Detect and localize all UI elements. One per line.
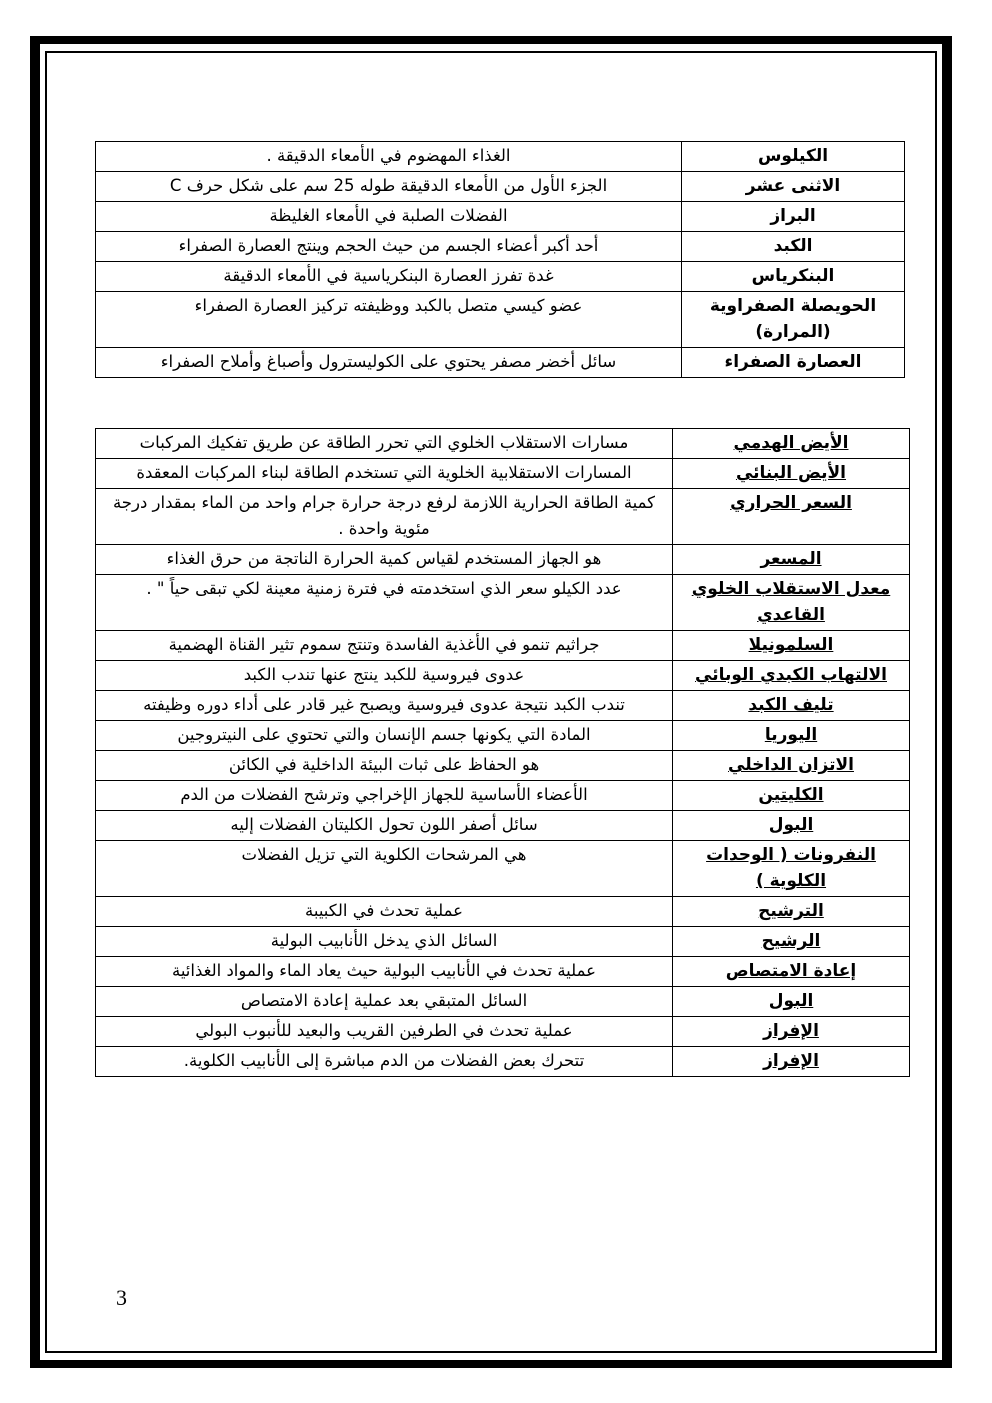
definition-cell: عدوى فيروسية للكبد ينتج عنها تندب الكبد	[96, 661, 673, 691]
term-label: إعادة الامتصاص	[725, 961, 857, 981]
glossary-row	[96, 429, 910, 459]
definition-cell: عملية تحدث في الطرفين القريب والبعيد للأنبوب البولي	[96, 1017, 673, 1047]
definition-cell: المسارات الاستقلابية الخلوية التي تستخدم الطاقة لبناء المركبات المعقدة	[96, 459, 673, 489]
term-label: الالتهاب الكبدي الوبائي	[695, 665, 887, 685]
glossary-row	[96, 751, 910, 781]
term-label: الترشيح	[758, 901, 824, 921]
glossary-row	[96, 292, 905, 348]
definition-cell: عملية تحدث في الكبيبة	[96, 897, 673, 927]
term-cell	[673, 691, 910, 721]
term-cell	[682, 172, 905, 202]
glossary-row	[96, 927, 910, 957]
glossary-row	[96, 781, 910, 811]
term-cell	[682, 262, 905, 292]
glossary-row	[96, 262, 905, 292]
glossary-row	[96, 691, 910, 721]
term-cell	[682, 292, 905, 348]
glossary-row	[96, 459, 910, 489]
definition-cell: المادة التي يكونها جسم الإنسان والتي تحتوي على النيتروجين	[96, 721, 673, 751]
definition-cell: جراثيم تنمو في الأغذية الفاسدة وتنتج سموم تثير القناة الهضمية	[96, 631, 673, 661]
definition-cell: عدد الكيلو سعر الذي استخدمته في فترة زمنية معينة لكي تبقى حياً " .	[96, 575, 673, 631]
term-cell	[682, 348, 905, 378]
term-cell	[673, 1017, 910, 1047]
glossary-row	[96, 202, 905, 232]
definition-cell: هو الجهاز المستخدم لقياس كمية الحرارة الناتجة من حرق الغذاء	[96, 545, 673, 575]
term-cell	[682, 202, 905, 232]
glossary-row	[96, 897, 910, 927]
definition-cell: غدة تفرز العصارة البنكرياسية في الأمعاء الدقيقة	[96, 262, 682, 292]
term-label: البراز	[770, 206, 816, 226]
term-cell	[673, 661, 910, 691]
term-cell	[673, 957, 910, 987]
glossary-row	[96, 575, 910, 631]
term-cell	[673, 721, 910, 751]
term-label: الأيض الهدمي	[733, 433, 849, 453]
glossary-row	[96, 987, 910, 1017]
term-label: الإفراز	[763, 1051, 819, 1071]
definition-cell: السائل المتبقي بعد عملية إعادة الامتصاص	[96, 987, 673, 1017]
definition-cell: سائل أصفر اللون تحول الكليتان الفضلات إليه	[96, 811, 673, 841]
definition-cell: الفضلات الصلبة في الأمعاء الغليظة	[96, 202, 682, 232]
definition-cell: هي المرشحات الكلوية التي تزيل الفضلات	[96, 841, 673, 897]
definition-cell: سائل أخضر مصفر يحتوي على الكوليسترول وأصباغ وأملاح الصفراء	[96, 348, 682, 378]
page-number: 3	[116, 1285, 127, 1310]
glossary-row	[96, 1017, 910, 1047]
term-cell	[673, 751, 910, 781]
definition-cell: السائل الذي يدخل الأنابيب البولية	[96, 927, 673, 957]
term-label: الكيلوس	[757, 146, 829, 166]
term-cell	[673, 429, 910, 459]
term-label: البول	[768, 991, 814, 1011]
term-cell	[673, 811, 910, 841]
term-cell	[673, 459, 910, 489]
glossary-row	[96, 957, 910, 987]
term-cell	[673, 781, 910, 811]
glossary-row	[96, 841, 910, 897]
term-label: الاثنى عشر	[745, 176, 841, 196]
term-label: المسعر	[760, 549, 822, 569]
glossary-row	[96, 631, 910, 661]
glossary-row	[96, 232, 905, 262]
term-label: الاتزان الداخلي	[728, 755, 854, 775]
glossary-row	[96, 661, 910, 691]
term-label: السعر الحراري	[730, 493, 852, 513]
term-label: الأيض البنائي	[735, 463, 847, 483]
term-label: الرشيح	[761, 931, 821, 951]
term-label: الكليتين	[758, 785, 824, 805]
definition-cell: الجزء الأول من الأمعاء الدقيقة طوله 25 سم على شكل حرف C	[96, 172, 682, 202]
term-label: معدل الاستقلاب الخلوي القاعدي	[691, 579, 891, 625]
term-label: الحويصلة الصفراوية (المرارة)	[709, 296, 877, 342]
term-cell	[673, 575, 910, 631]
glossary-row	[96, 172, 905, 202]
term-label: الكبد	[773, 236, 813, 256]
term-label: الإفراز	[763, 1021, 819, 1041]
term-cell	[673, 545, 910, 575]
glossary-row	[96, 545, 910, 575]
glossary-table-2	[95, 428, 910, 1077]
term-cell	[673, 1047, 910, 1077]
glossary-row	[96, 811, 910, 841]
glossary-table-1	[95, 141, 905, 378]
glossary-row	[96, 348, 905, 378]
term-label: البول	[768, 815, 814, 835]
definition-cell: هو الحفاظ على ثبات البيئة الداخلية في الكائن	[96, 751, 673, 781]
term-cell	[682, 232, 905, 262]
term-cell	[682, 142, 905, 172]
definition-cell: تتحرك بعض الفضلات من الدم مباشرة إلى الأنابيب الكلوية.	[96, 1047, 673, 1077]
definition-cell: الغذاء المهضوم في الأمعاء الدقيقة .	[96, 142, 682, 172]
definition-cell: كمية الطاقة الحرارية اللازمة لرفع درجة حرارة جرام واحد من الماء بمقدار درجة مئوية واحدة .	[96, 489, 673, 545]
definition-cell: عضو كيسي متصل بالكبد ووظيفته تركيز العصارة الصفراء	[96, 292, 682, 348]
term-label: العصارة الصفراء	[724, 352, 862, 372]
definition-cell: مسارات الاستقلاب الخلوي التي تحرر الطاقة عن طريق تفكيك المركبات	[96, 429, 673, 459]
term-cell	[673, 987, 910, 1017]
term-label: النفرونات ( الوحدات الكلوية )	[706, 845, 876, 891]
term-label: اليوريا	[764, 725, 818, 745]
glossary-row	[96, 489, 910, 545]
term-cell	[673, 897, 910, 927]
term-label: تليف الكبد	[748, 695, 834, 715]
glossary-row	[96, 142, 905, 172]
definition-cell: الأعضاء الأساسية للجهاز الإخراجي وترشح الفضلات من الدم	[96, 781, 673, 811]
definition-cell: أحد أكبر أعضاء الجسم من حيث الحجم وينتج العصارة الصفراء	[96, 232, 682, 262]
term-cell	[673, 927, 910, 957]
term-cell	[673, 631, 910, 661]
glossary-row	[96, 721, 910, 751]
term-cell	[673, 841, 910, 897]
definition-cell: عملية تحدث في الأنابيب البولية حيث يعاد الماء والمواد الغذائية	[96, 957, 673, 987]
term-label: البنكرياس	[751, 266, 835, 286]
definition-cell: تندب الكبد نتيجة عدوى فيروسية ويصبح غير قادر على أداء دوره وظيفته	[96, 691, 673, 721]
term-cell	[673, 489, 910, 545]
term-label: السلمونيلا	[748, 635, 834, 655]
glossary-row	[96, 1047, 910, 1077]
